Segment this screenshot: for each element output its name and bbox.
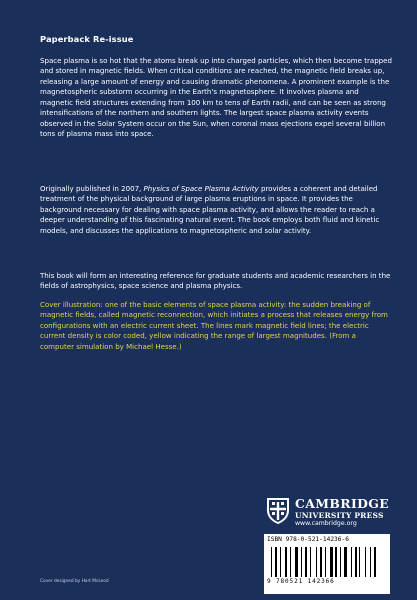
barcode-bar	[340, 547, 341, 577]
barcode-digits: 9 780521 142366	[267, 578, 335, 585]
barcode-bar	[290, 547, 291, 577]
barcode-bar	[370, 547, 371, 577]
barcode-bar	[344, 547, 347, 577]
publication-paragraph	[40, 184, 392, 236]
publication-intro: Originally published in 2007,	[40, 184, 144, 193]
audience-paragraph: This book will form an interesting reference for graduate students and academic researchers in the fields of astrophysics, space science and plasma physics.	[40, 271, 391, 291]
barcode-bar	[271, 547, 272, 577]
barcode-bar	[365, 547, 366, 577]
barcode-bar	[275, 547, 277, 577]
publisher-url: www.cambridge.org	[295, 520, 357, 527]
barcode-bar	[301, 547, 302, 577]
barcode-bar	[295, 547, 298, 577]
book-title: Physics of Space Plasma Activity	[143, 184, 259, 193]
publication-summary: provides a coherent and detailed treatment of the physical background of large plasma eruptions in space. It provides the background necessary for dealing with space plasma activity, and allows the reader to reach a deeper understanding of this fascinating natural event. The book employs both fluid and kinetic models, and discusses the applications to magnetospheric and solar activity.	[40, 184, 380, 235]
cambridge-shield-icon	[265, 497, 291, 525]
barcode-bar	[359, 547, 360, 577]
publisher-name: CAMBRIDGE	[295, 496, 390, 511]
cover-design-credit: Cover designed by Hart McLeod	[40, 579, 109, 584]
barcode-bar	[351, 547, 352, 577]
barcode-bar	[355, 547, 357, 577]
barcode-bar	[320, 547, 322, 577]
cover-heading: Paperback Re-issue	[40, 34, 134, 44]
barcode-box	[264, 534, 390, 594]
description-paragraph: Space plasma is so hot that the atoms break up into charged particles, which then become trapped and stored in magnetic fields. When critical conditions are reached, the magnetic field breaks up, releasing a large amount of energy and causing dramatic phenomena. A prominent example is the magnetospheric substorm occurring in the Earth's magnetosphere. It involves plasma and magnetic field structures extending from 100 km to tens of Earth radii, and can be seen as strong intensifications of the northern and southern lights. The largest space plasma activity events observed in the Solar System occur on the Sun, when coronal mass ejections expel several billion tons of plasma mass into space.	[40, 56, 392, 139]
cover-illustration-note: Cover illustration: one of the basic elements of space plasma activity: the sudden breaking of magnetic fields, called magnetic reconnection, which initiates a process that releases energy from configurations with an electric current sheet. The lines mark magnetic field lines; the electric current density is color coded, yellow indicating the range of largest magnitudes. (From a computer simulation by Michael Hesse.)	[40, 300, 388, 351]
barcode-bar	[316, 547, 317, 577]
barcode	[271, 547, 383, 577]
barcode-bar	[310, 547, 311, 577]
barcode-bar	[325, 547, 326, 577]
barcode-bar	[374, 547, 376, 577]
publisher-logo	[265, 497, 415, 528]
barcode-bar	[335, 547, 337, 577]
barcode-bar	[285, 547, 287, 577]
publisher-subtitle: UNIVERSITY PRESS	[295, 511, 384, 520]
barcode-bar	[330, 547, 333, 577]
barcode-bar	[280, 547, 281, 577]
isbn-text: ISBN 978-0-521-14236-6	[267, 536, 349, 543]
barcode-bar	[305, 547, 307, 577]
